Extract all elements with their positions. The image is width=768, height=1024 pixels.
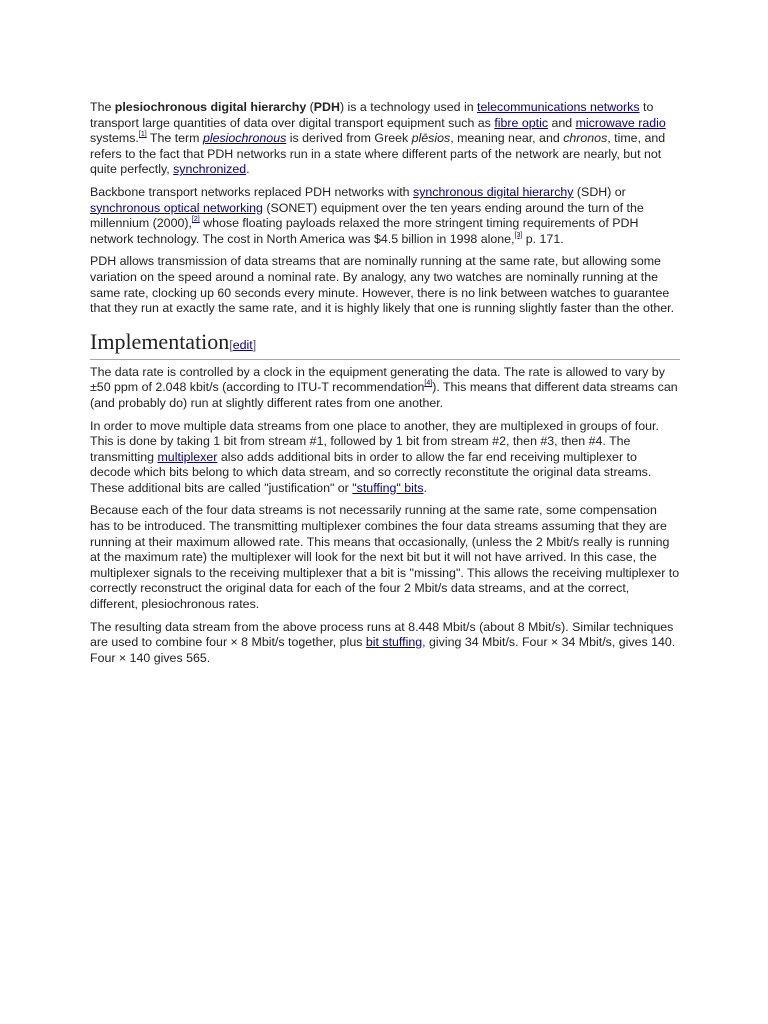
greek-plesios: plēsios [411, 131, 451, 146]
ref-2[interactable]: [2] [191, 216, 200, 224]
intro-paragraph-3: PDH allows transmission of data streams that are nominally running at the same rate, but allowing some variation on the speed around a nominal rate. By analogy, any two watches are nominally running at the same rate, clocking up 60 seconds every minute. However, there is no link between watches to guarantee that they run at exactly the same rate, and it is highly likely that one is running slightly faster than the other. [90, 254, 675, 316]
ref-1[interactable]: [1] [138, 131, 147, 139]
link-synchronous-optical-networking[interactable]: synchronous optical networking [90, 200, 263, 215]
edit-section-link: [edit] [229, 337, 257, 352]
intro-paragraph-1: The plesiochronous digital hierarchy (PDH) is a technology used in telecommunications networks to transport large quantities of data over digital transport equipment such as fibre optic and microwave radio systems.[1] The term plesiochronous is derived from Greek plēsios, meaning near, and chronos, time, and refers to the fact that PDH networks run in a state where different parts of the network are nearly, but not quite perfectly, synchronized. [90, 100, 666, 177]
implementation-paragraph-1: The data rate is controlled by a clock in the equipment generating the data. The rate is allowed to vary by ±50 ppm of 2.048 kbit/s (according to ITU-T recommendation[4]). This means that different data streams can (and probably do) run at slightly different rates from one another. [90, 364, 678, 410]
term-bold: plesiochronous digital hierarchy [114, 100, 307, 114]
edit-link[interactable]: edit [232, 337, 253, 352]
article [90, 100, 680, 673]
link-stuffing-bits[interactable]: "stuffing" bits [352, 480, 424, 495]
link-microwave-radio[interactable]: microwave radio [575, 115, 666, 130]
ref-3[interactable]: [3] [514, 231, 523, 239]
link-plesiochronous[interactable]: plesiochronous [202, 131, 287, 146]
link-synchronized[interactable]: synchronized [173, 162, 247, 177]
implementation-paragraph-2: In order to move multiple data streams from one place to another, they are multiplexed in groups of four. This is done by taking 1 bit from stream #1, followed by 1 bit from stream #2, then #3, then #4. The transmitting multiplexer also adds additional bits in order to allow the far end receiving multiplexer to decode which bits belong to which data stream, and so correctly reconstitute the original data streams. These additional bits are called "justification" or "stuffing" bits. [90, 418, 659, 495]
section-heading-implementation: Implementation[edit] [90, 329, 680, 360]
greek-chronos: chronos [563, 131, 608, 146]
link-bit-stuffing[interactable]: bit stuffing [365, 635, 423, 650]
implementation-paragraph-4: The resulting data stream from the above process runs at 8.448 Mbit/s (about 8 Mbit/s). Similar techniques are used to combine four × 8 Mbit/s together, plus bit stuffing, giving 34 Mbit/s. Four × 34 Mbit/s, gives 140. Four × 140 gives 565. [90, 619, 676, 665]
abbr-bold: PDH [313, 100, 340, 114]
link-multiplexer[interactable]: multiplexer [157, 449, 218, 464]
intro-paragraph-2: Backbone transport networks replaced PDH networks with synchronous digital hierarchy (SDH) or synchronous optical networking (SONET) equipment over the ten years ending around the turn of the millennium (2000),[2] whose floating payloads relaxed the more stringent timing requirements of PDH network technology. The cost in North America was $4.5 billion in 1998 alone,[3] p. 171. [90, 184, 644, 246]
implementation-paragraph-3: Because each of the four data streams is not necessarily running at the same rate, some compensation has to be introduced. The transmitting multiplexer combines the four data streams assuming that they are running at their maximum allowed rate. This means that occasionally, (unless the 2 Mbit/s really is running at the maximum rate) the multiplexer will look for the next bit but it will not have arrived. In this case, the multiplexer signals to the receiving multiplexer that a bit is "missing". This allows the receiving multiplexer to correctly reconstruct the original data for each of the four 2 Mbit/s data streams, and at the correct, different, plesiochronous rates. [90, 503, 680, 612]
link-synchronous-digital-hierarchy[interactable]: synchronous digital hierarchy [413, 184, 574, 199]
link-fibre-optic[interactable]: fibre optic [494, 115, 549, 130]
ref-4[interactable]: [4] [424, 380, 433, 388]
link-telecommunications-networks[interactable]: telecommunications networks [477, 100, 640, 114]
